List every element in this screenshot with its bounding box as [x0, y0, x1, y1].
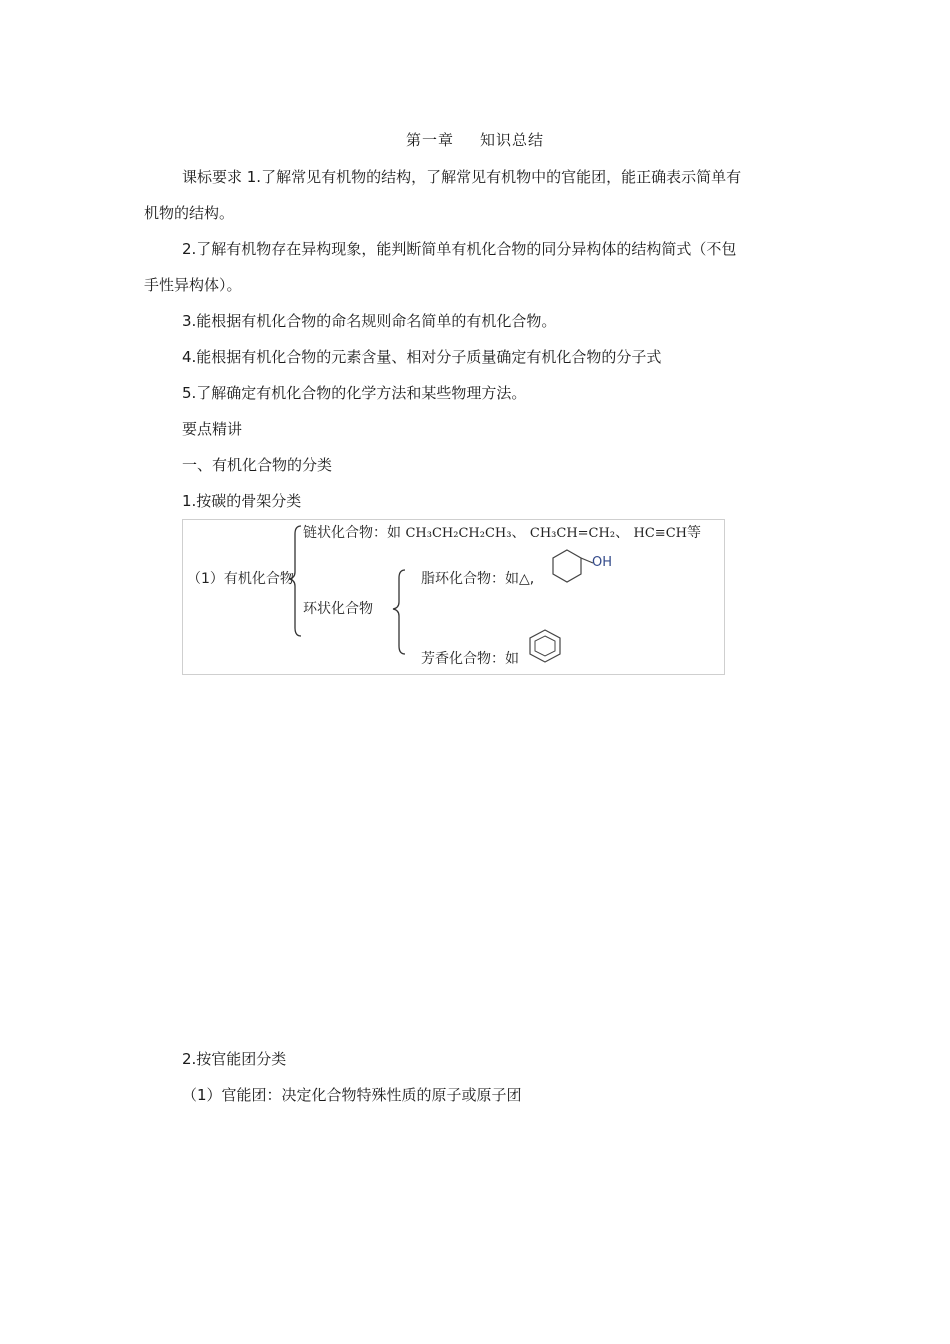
section-heading-classification: 一、有机化合物的分类 — [182, 456, 333, 474]
separator-2: 、 — [615, 525, 630, 541]
paragraph-5: 5.了解确定有机化合物的化学方法和某些物理方法。 — [182, 384, 527, 402]
classification-diagram — [182, 519, 725, 675]
chain-label: 链状化合物：如 — [303, 525, 401, 541]
cyclohexane-ring — [553, 550, 581, 582]
subsection-heading-carbon-skeleton: 1.按碳的骨架分类 — [182, 492, 302, 510]
chain-suffix: 等 — [686, 525, 701, 541]
section-heading-key-points: 要点精讲 — [182, 420, 243, 438]
paragraph-1-line-1: 课标要求 1.了解常见有机物的结构，了解常见有机物中的官能团，能正确表示简单有 — [182, 168, 742, 186]
subsection-heading-functional-group: 2.按官能团分类 — [182, 1050, 287, 1068]
chapter-name: 知识总结 — [480, 131, 545, 149]
root-label: （1）有机化合物 — [187, 571, 294, 587]
formula-propene: CH₃CH=CH₂ — [529, 526, 616, 541]
chain-compounds-row — [303, 524, 701, 543]
paragraph-1-line-2: 机物的结构。 — [144, 204, 235, 222]
paragraph-2-line-1: 2.了解有机物存在异构现象，能判断简单有机化合物的同分异构体的结构简式（不包 — [182, 240, 737, 258]
paragraph-3: 3.能根据有机化合物的命名规则命名简单的有机化合物。 — [182, 312, 557, 330]
formula-acetylene: HC≡CH — [633, 526, 687, 541]
paragraph-2-line-2: 手性异构体）。 — [144, 276, 242, 294]
paragraph-functional-group-definition: （1）官能团：决定化合物特殊性质的原子或原子团 — [182, 1086, 522, 1104]
paragraph-4: 4.能根据有机化合物的元素含量、相对分子质量确定有机化合物的分子式 — [182, 348, 662, 366]
chapter-number: 第一章 — [405, 131, 454, 149]
chapter-title — [0, 130, 950, 150]
aromatic-label: 芳香化合物：如 — [421, 651, 519, 667]
ring-compounds-label: 环状化合物 — [303, 601, 373, 617]
formula-butane: CH₃CH₂CH₂CH₃ — [405, 526, 512, 541]
separator-1: 、 — [511, 525, 526, 541]
ring-brace — [393, 570, 405, 654]
benzene-inner-ring — [535, 636, 555, 656]
hydroxyl-label: OH — [592, 555, 613, 570]
alicyclic-label: 脂环化合物：如△, — [421, 571, 535, 587]
